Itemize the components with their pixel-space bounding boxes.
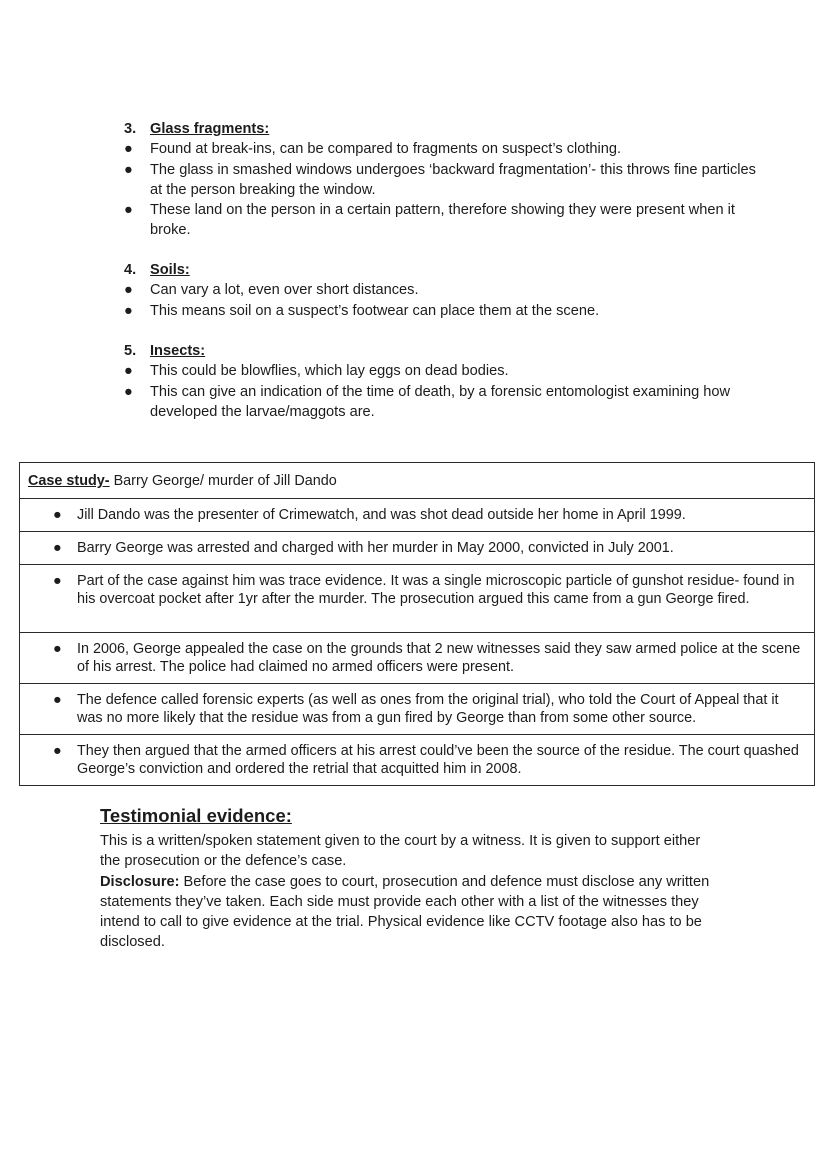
bullet-icon: ● bbox=[124, 161, 133, 178]
testimonial-intro: This is a written/spoken statement given to the court by a witness. It is given to support either the prosecution or the defence’s case. bbox=[100, 833, 701, 870]
case-study-label: Case study- bbox=[28, 473, 110, 489]
table-row-text: They then argued that the armed officers at his arrest could’ve been the source of the residue. The court quashed George’s conviction and ordered the retrial that acquitted him in 2008. bbox=[77, 743, 799, 777]
table-cell bbox=[20, 633, 815, 684]
section-insects bbox=[124, 341, 764, 422]
list-item-text: This can give an indication of the time of death, by a forensic entomologist examining how developed the larvae/maggots are. bbox=[150, 383, 731, 420]
section-number: 5. bbox=[124, 343, 137, 359]
list-item bbox=[124, 200, 764, 241]
bullet-icon: ● bbox=[124, 282, 133, 299]
testimonial-section bbox=[100, 805, 720, 953]
table-row bbox=[20, 565, 815, 633]
table-cell bbox=[20, 565, 815, 633]
list-item-text: Found at break-ins, can be compared to fragments on suspect’s clothing. bbox=[150, 141, 622, 158]
table-cell bbox=[20, 499, 815, 532]
list-item-text: These land on the person in a certain pattern, therefore showing they were present when it broke. bbox=[150, 202, 735, 239]
bullet-icon: ● bbox=[124, 202, 133, 219]
list-item bbox=[124, 139, 764, 159]
section-number: 4. bbox=[124, 262, 137, 278]
list-item bbox=[124, 160, 764, 201]
table-row-text: Part of the case against him was trace evidence. It was a single microscopic particle of gunshot residue- found in his overcoat pocket after 1yr after the murder. The prosecution argued this came from a gun George fired. bbox=[77, 573, 795, 607]
section-glass-fragments bbox=[124, 119, 764, 241]
list-item bbox=[124, 280, 764, 300]
section-title: Glass fragments: bbox=[150, 121, 270, 137]
bullet-icon: ● bbox=[53, 743, 62, 759]
section-title: Soils: bbox=[150, 262, 190, 278]
bullet-icon: ● bbox=[53, 641, 62, 657]
section-heading bbox=[124, 341, 764, 361]
bullet-icon: ● bbox=[53, 540, 62, 556]
table-cell bbox=[20, 684, 815, 735]
table-row bbox=[20, 735, 815, 786]
bullet-icon: ● bbox=[53, 507, 62, 523]
disclosure-paragraph bbox=[100, 872, 720, 953]
disclosure-label: Disclosure: bbox=[100, 873, 180, 890]
section-title: Insects: bbox=[150, 343, 206, 359]
case-study-table bbox=[19, 462, 815, 786]
list-item bbox=[124, 382, 764, 423]
table-header-cell bbox=[20, 463, 815, 499]
bullet-icon: ● bbox=[53, 692, 62, 708]
table-row-text: The defence called forensic experts (as well as ones from the original trial), who told the Court of Appeal that it was no more likely that the residue was from a gun fired by George than from some other source. bbox=[77, 692, 779, 726]
list-item-text: Can vary a lot, even over short distances. bbox=[150, 282, 419, 299]
table-row bbox=[20, 532, 815, 565]
table-row bbox=[20, 633, 815, 684]
table-header-row bbox=[20, 463, 815, 499]
table-row bbox=[20, 684, 815, 735]
bullet-icon: ● bbox=[53, 573, 62, 589]
section-soils bbox=[124, 260, 764, 321]
bullet-icon: ● bbox=[124, 383, 133, 400]
section-heading bbox=[124, 260, 764, 280]
disclosure-text: Before the case goes to court, prosecution and defence must disclose any written statements they’ve taken. Each side must provide each other with a list of the witnesses they intend to call to give evidence at the trial. Physical evidence like CCTV footage also has to be disclosed. bbox=[100, 873, 710, 951]
table-cell bbox=[20, 735, 815, 786]
table-cell bbox=[20, 532, 815, 565]
table-row-text: In 2006, George appealed the case on the grounds that 2 new witnesses said they saw armed police at the scene of his arrest. The police had claimed no armed officers were present. bbox=[77, 641, 801, 675]
list-item-text: This could be blowflies, which lay eggs on dead bodies. bbox=[150, 363, 509, 380]
section-heading bbox=[124, 119, 764, 139]
section-heading: Testimonial evidence: bbox=[100, 805, 292, 826]
table-row bbox=[20, 499, 815, 532]
case-study-title: Barry George/ murder of Jill Dando bbox=[109, 473, 337, 489]
section-number: 3. bbox=[124, 121, 137, 137]
bullet-icon: ● bbox=[124, 363, 133, 380]
list-item-text: The glass in smashed windows undergoes ‘backward fragmentation’- this throws fine particles at the person breaking the window. bbox=[150, 161, 756, 198]
bullet-icon: ● bbox=[124, 302, 133, 319]
list-item-text: This means soil on a suspect’s footwear can place them at the scene. bbox=[150, 302, 600, 319]
table-row-text: Jill Dando was the presenter of Crimewatch, and was shot dead outside her home in April 1999. bbox=[77, 507, 686, 523]
bullet-icon: ● bbox=[124, 141, 133, 158]
table-row-text: Barry George was arrested and charged with her murder in May 2000, convicted in July 2001. bbox=[77, 540, 674, 556]
list-item bbox=[124, 361, 764, 381]
list-item bbox=[124, 301, 764, 321]
